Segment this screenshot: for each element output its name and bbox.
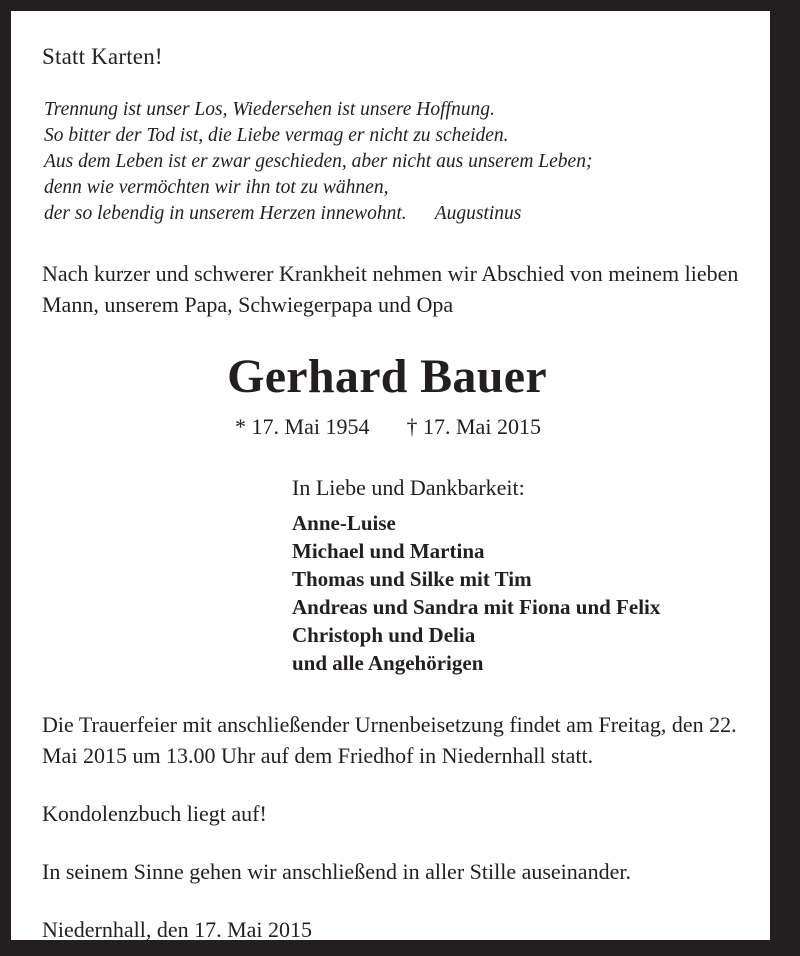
deceased-name: Gerhard Bauer <box>227 349 547 403</box>
mourner-line: Thomas und Silke mit Tim <box>292 567 532 592</box>
closing-note: In seinem Sinne gehen wir anschließend in aller Stille auseinander. <box>42 859 631 885</box>
mourners-intro: In Liebe und Dankbarkeit: <box>292 475 525 501</box>
birth-date: * 17. Mai 1954 <box>235 413 370 439</box>
mourner-line: Michael und Martina <box>292 539 485 564</box>
verse-line: So bitter der Tod ist, die Liebe vermag er nicht zu scheiden. <box>44 124 509 146</box>
verse-line: Aus dem Leben ist er zwar geschieden, aber nicht aus unserem Leben; <box>44 150 593 172</box>
death-date: † 17. Mai 2015 <box>406 413 541 439</box>
mourners-block <box>42 474 750 677</box>
verse-line: Trennung ist unser Los, Wiedersehen ist unsere Hoffnung. <box>44 98 495 120</box>
place-and-date: Niedernhall, den 17. Mai 2015 <box>42 917 313 943</box>
condolence-book-note: Kondolenzbuch liegt auf! <box>42 801 267 827</box>
mourner-line: und alle Angehörigen <box>292 651 484 676</box>
verse-attribution: Augustinus <box>434 202 522 224</box>
verse-line: der so lebendig in unserem Herzen innewohnt. <box>44 202 407 224</box>
mourner-line: Anne-Luise <box>292 511 396 536</box>
obituary-content <box>11 11 770 943</box>
announcement-lead-text: Nach kurzer und schwerer Krankheit nehmen wir Abschied von meinem lieben Mann, unserem Papa, Schwiegerpapa und Opa <box>42 260 739 317</box>
mourner-line: Andreas und Sandra mit Fiona und Felix <box>292 595 661 620</box>
mourner-line: Christoph und Delia <box>292 623 476 648</box>
statt-karten-heading: Statt Karten! <box>42 44 163 69</box>
verse-line-with-attribution <box>44 201 750 227</box>
verse-block <box>42 97 750 227</box>
verse-line: denn wie vermöchten wir ihn tot zu wähnen, <box>44 176 389 198</box>
life-dates <box>42 414 750 440</box>
funeral-service-details: Die Trauerfeier mit anschließender Urnenbeisetzung findet am Freitag, den 22. Mai 2015 um 13.00 Uhr auf dem Friedhof in Niedernhall statt. <box>42 712 737 769</box>
